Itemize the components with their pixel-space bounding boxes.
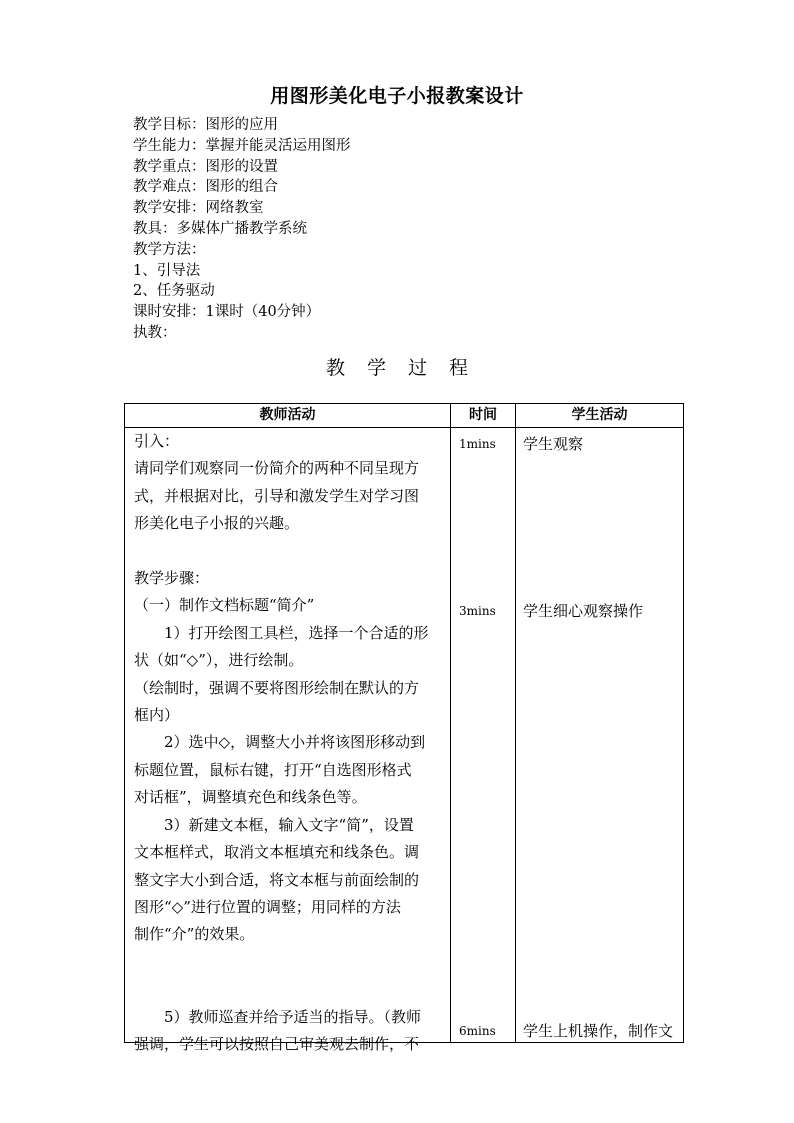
info-line-method-1: 1、引导法	[133, 262, 201, 279]
time-cell-practice: 6mins	[459, 1024, 496, 1038]
info-line-objective: 教学目标：图形的应用	[133, 117, 278, 133]
info-line-method-2: 2、任务驱动	[133, 283, 215, 300]
column-divider	[515, 404, 516, 1042]
teacher-line: 强调，学生可以按照自己审美观去制作，不	[134, 1034, 420, 1053]
info-line-arrangement: 教学安排：网络教室	[133, 200, 264, 217]
teacher-line	[134, 976, 446, 1003]
teacher-line: 5）教师巡查并给予适当的指导。（教师	[134, 1007, 422, 1026]
info-line-method: 教学方法：	[133, 241, 206, 258]
teacher-line: 制作“介”的效果。	[134, 925, 255, 944]
teacher-line: （一）制作文档标题“简介”	[134, 596, 315, 615]
info-line-teacher: 执教：	[133, 324, 177, 341]
teacher-line: 框内）	[134, 706, 180, 725]
header-teacher-activity: 教师活动	[259, 407, 316, 423]
info-line-difficulty: 教学难点：图形的组合	[133, 179, 278, 196]
info-line-key-point: 教学重点：图形的设置	[133, 158, 278, 175]
teacher-line: 教学步骤：	[134, 569, 210, 588]
teacher-line: 2）选中◇，调整大小并将该图形移动到	[134, 733, 426, 752]
teacher-line: 请同学们观察同一份简介的两种不同呈现方	[134, 459, 420, 478]
teacher-line: 整文字大小到合适，将文本框与前面绘制的	[134, 870, 420, 889]
teacher-line: 文本框样式，取消文本框填充和线条色。调	[134, 843, 420, 862]
teacher-activity-cell	[134, 428, 446, 1058]
info-line-schedule: 课时安排：1课时（40分钟）	[133, 304, 321, 321]
teacher-line	[134, 538, 446, 565]
lesson-info	[133, 115, 351, 344]
teacher-line: 引入：	[134, 432, 180, 450]
teacher-line: （绘制时，强调不要将图形绘制在默认的方	[134, 678, 420, 697]
info-line-ability: 学生能力：掌握并能灵活运用图形	[133, 137, 351, 154]
info-line-tools: 教具：多媒体广播教学系统	[133, 220, 307, 237]
teacher-line	[134, 949, 446, 976]
teacher-line: 1）打开绘图工具栏，选择一个合适的形	[134, 623, 429, 642]
teacher-line: 式，并根据对比，引导和激发学生对学习图	[134, 486, 420, 505]
column-divider	[450, 404, 451, 1042]
header-time: 时间	[469, 407, 497, 423]
time-cell-step-one: 3mins	[459, 604, 496, 618]
teacher-line: 标题位置，鼠标右键，打开“自选图形格式	[134, 760, 412, 779]
student-activity-step-one: 学生细心观察操作	[523, 602, 644, 620]
teacher-line: 对话框”，调整填充色和线条色等。	[134, 788, 367, 807]
teacher-line: 形美化电子小报的兴趣。	[134, 514, 300, 533]
teacher-line: 3）新建文本框，输入文字“简”，设置	[134, 815, 414, 834]
header-student-activity: 学生活动	[571, 407, 628, 423]
document-title: 用图形美化电子小报教案设计	[270, 85, 524, 107]
lesson-process-table	[124, 403, 684, 1053]
time-cell-intro: 1mins	[459, 437, 496, 451]
teacher-line: 状（如“◇”），进行绘制。	[134, 651, 304, 670]
teacher-line: 图形“◇”进行位置的调整；用同样的方法	[134, 897, 401, 916]
student-activity-practice: 学生上机操作，制作文	[523, 1022, 674, 1040]
process-heading: 教学过程	[325, 357, 490, 379]
student-activity-intro: 学生观察	[523, 435, 584, 453]
